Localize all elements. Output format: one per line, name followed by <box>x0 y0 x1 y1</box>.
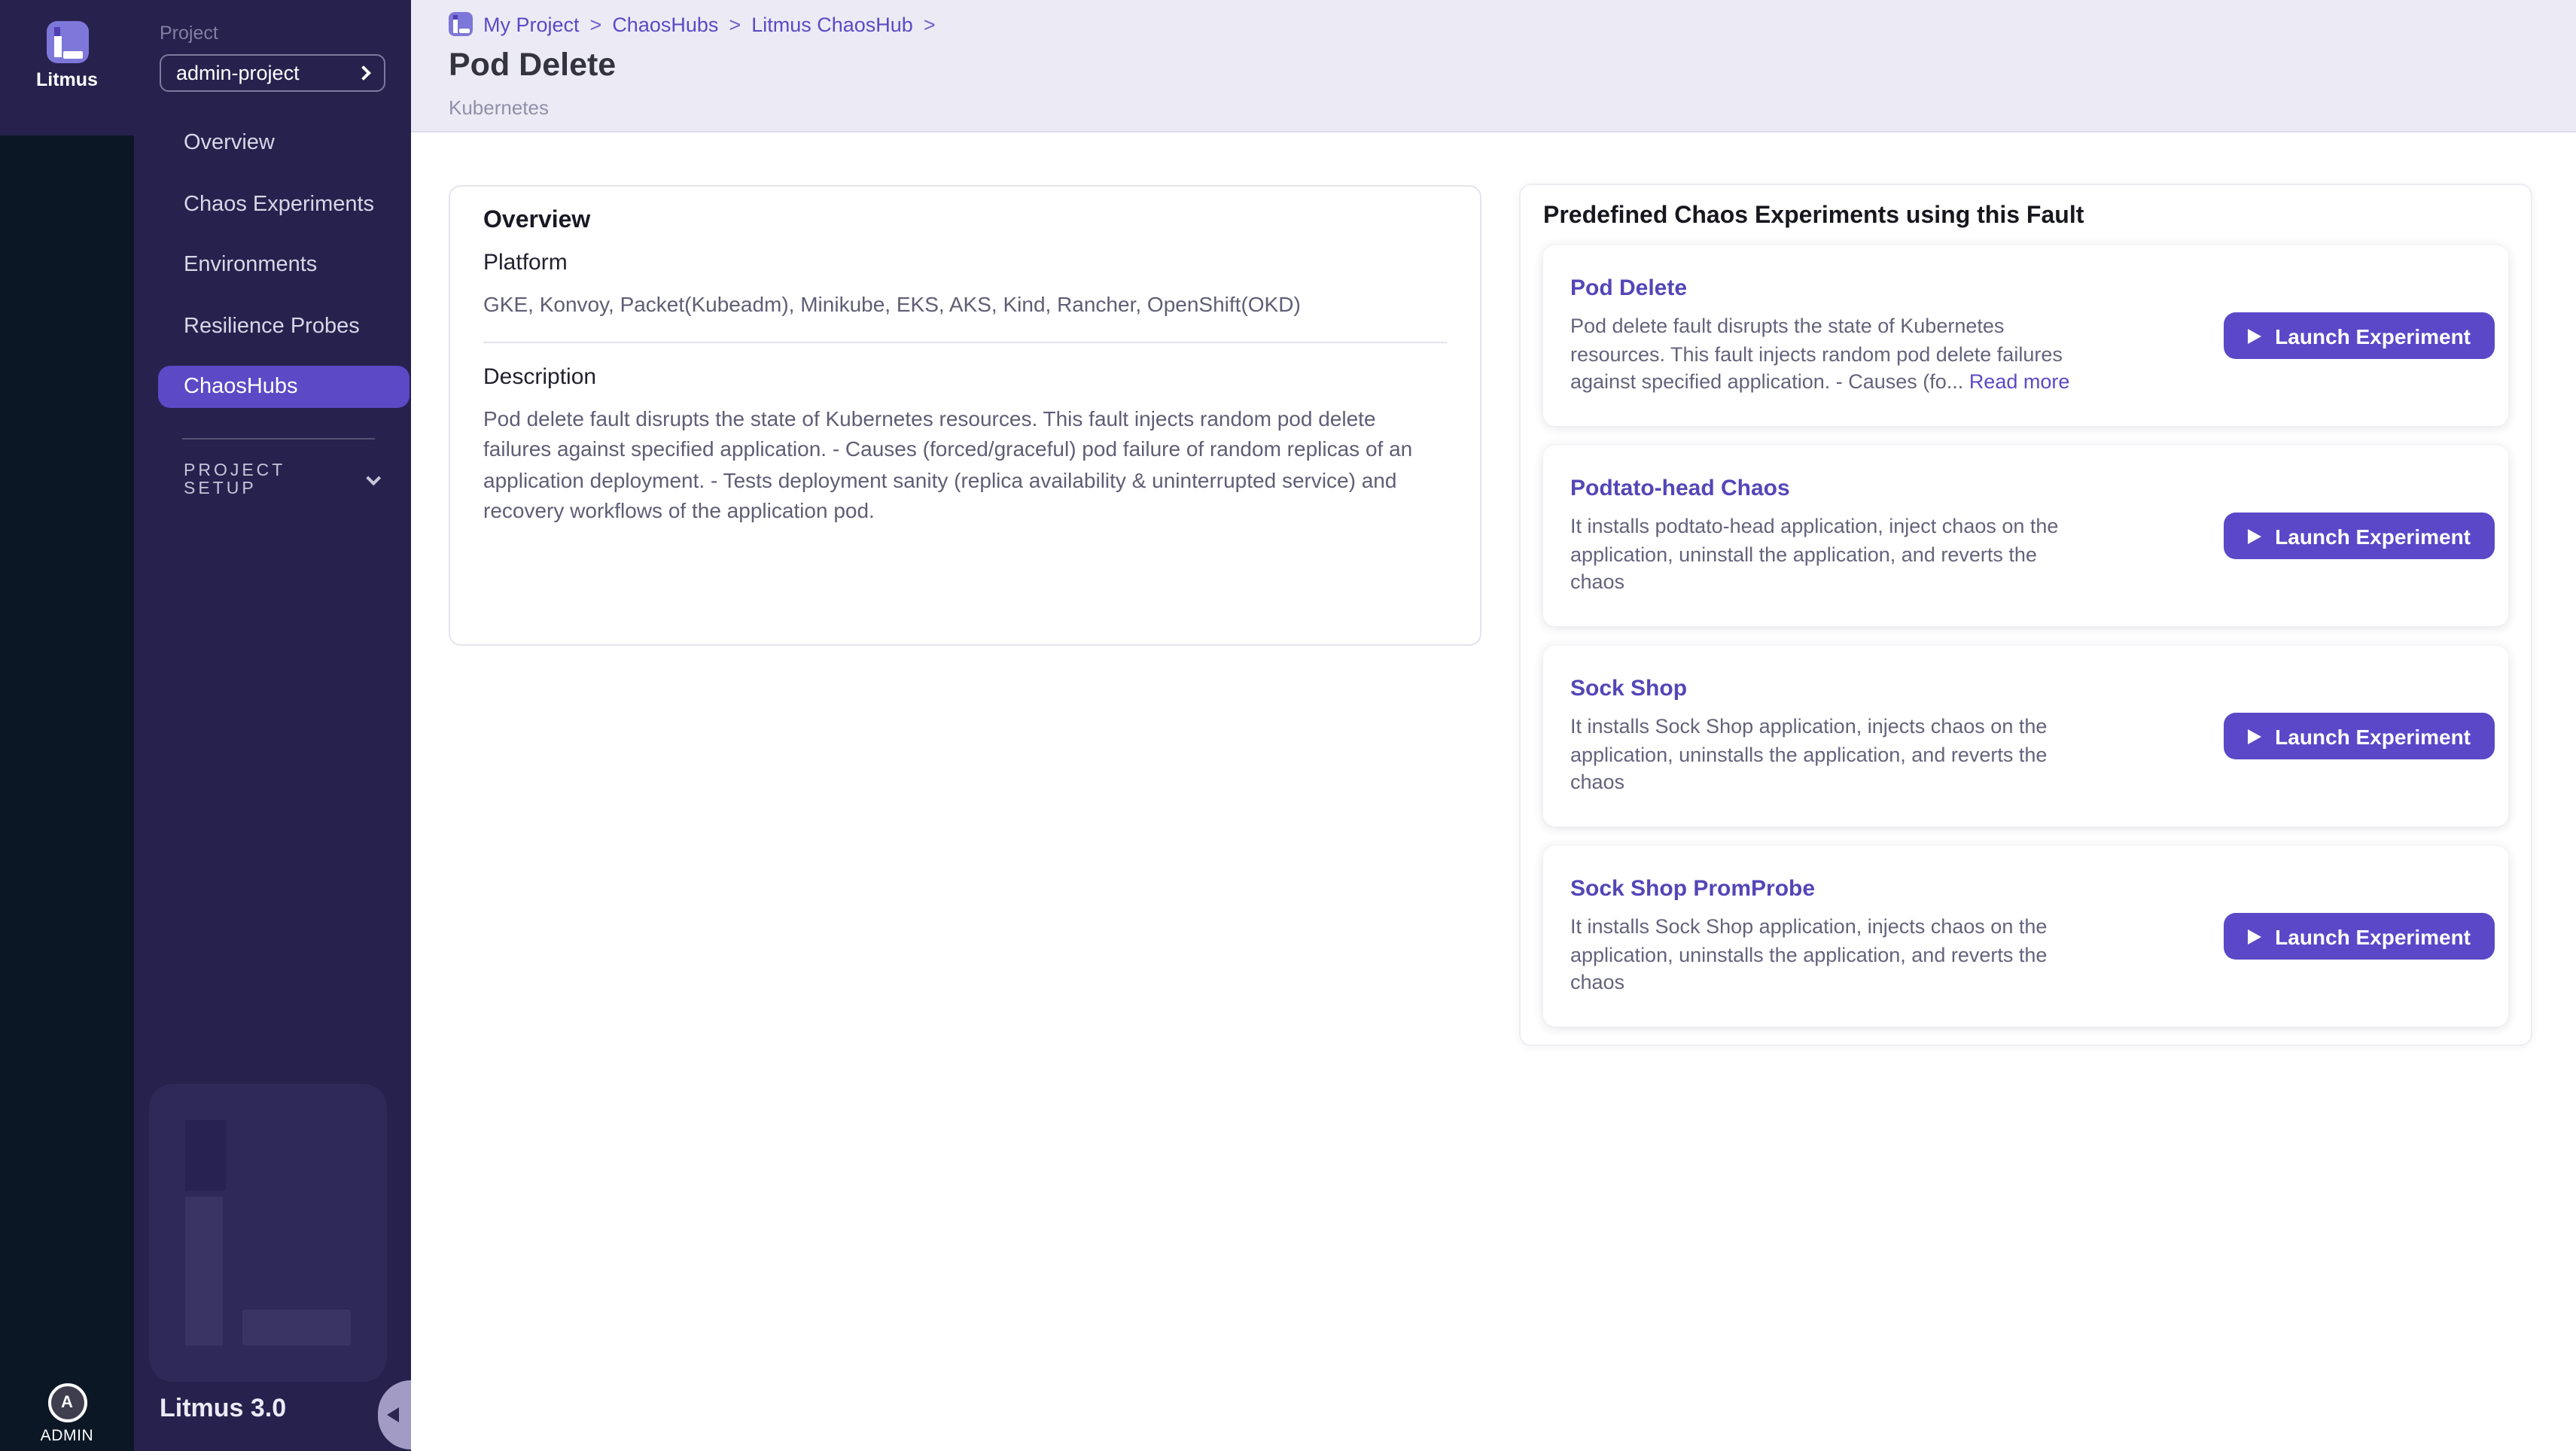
main-area <box>411 0 2576 1451</box>
read-more-link[interactable]: Read more <box>1969 370 2070 393</box>
brand-block <box>0 0 134 135</box>
breadcrumb-logo-icon <box>449 12 473 36</box>
sidebar-item-environments[interactable]: Environments <box>184 253 318 277</box>
chevron-left-icon <box>387 1407 399 1422</box>
page-subtitle: Kubernetes <box>449 96 549 119</box>
avatar[interactable]: A <box>47 1383 87 1422</box>
play-icon <box>2248 328 2261 343</box>
experiment-title-link[interactable]: Pod Delete <box>1570 275 1688 301</box>
project-setup-label: PROJECT SETUP <box>184 462 285 498</box>
launch-experiment-button[interactable]: Launch Experiment <box>2224 513 2495 559</box>
page-header <box>411 0 2576 132</box>
experiment-card-pod-delete <box>1543 245 2508 426</box>
litmus-logo-icon <box>46 21 88 63</box>
page-title: Pod Delete <box>449 47 617 83</box>
overview-divider <box>483 341 1447 342</box>
experiment-description: It installs podtato-head application, inject chaos on the application, uninstall the application, and reverts the chaos <box>1570 515 2059 593</box>
project-label: Project <box>160 23 218 44</box>
experiment-card-sock-shop-promprobe <box>1543 846 2508 1027</box>
chevron-right-icon <box>356 65 371 81</box>
experiment-title-link[interactable]: Podtato-head Chaos <box>1570 476 1790 501</box>
brand-label: Litmus <box>36 69 98 90</box>
breadcrumb-separator: > <box>729 13 741 35</box>
sidebar <box>134 0 411 1451</box>
launch-experiment-button[interactable]: Launch Experiment <box>2224 713 2495 759</box>
overview-card <box>449 185 1481 646</box>
description-label: Description <box>483 364 597 389</box>
experiment-description: It installs Sock Shop application, injects chaos on the application, uninstalls the application, and reverts the chaos <box>1570 715 2048 793</box>
litmus-logo-watermark <box>149 1084 387 1382</box>
sidebar-nav <box>134 122 411 427</box>
sidebar-divider <box>182 438 375 440</box>
breadcrumb-my-project[interactable]: My Project <box>483 13 580 35</box>
experiment-card-sock-shop <box>1543 646 2508 826</box>
breadcrumb-separator: > <box>589 13 602 35</box>
sidebar-item-resilience-probes[interactable]: Resilience Probes <box>184 314 360 338</box>
project-select-value: admin-project <box>176 62 300 84</box>
sidebar-item-chaos-experiments[interactable]: Chaos Experiments <box>184 192 375 216</box>
description-value: Pod delete fault disrupts the state of Kubernetes resources. This fault injects random pod delete failures against specified application. - Causes (forced/graceful) pod failure of random replicas of an application deployment. - Tests deployment sanity (replica availability & uninterrupted service) and recovery workflows of the application pod. <box>483 406 1413 522</box>
sidebar-item-chaoshubs[interactable]: ChaosHubs <box>158 366 410 408</box>
breadcrumb-separator: > <box>923 13 936 35</box>
play-icon <box>2248 528 2261 543</box>
project-setup-toggle[interactable] <box>184 462 379 498</box>
launch-experiment-button[interactable]: Launch Experiment <box>2224 913 2495 960</box>
launch-experiment-button[interactable]: Launch Experiment <box>2224 312 2495 359</box>
experiment-description: Pod delete fault disrupts the state of Kubernetes resources. This fault injects random pod delete failures against specified application. - Causes (fo... Read more <box>1570 315 2070 393</box>
predefined-experiments-panel <box>1519 184 2532 1046</box>
experiments-heading: Predefined Chaos Experiments using this Fault <box>1543 203 2084 229</box>
user-block <box>0 1383 134 1445</box>
breadcrumb-litmus-chaoshub[interactable]: Litmus ChaosHub <box>751 13 913 35</box>
sidebar-item-overview[interactable]: Overview <box>184 131 275 155</box>
user-name: ADMIN <box>40 1427 94 1445</box>
play-icon <box>2248 929 2261 944</box>
experiment-card-podtato-head <box>1543 446 2508 626</box>
left-rail <box>0 0 134 1451</box>
platform-label: Platform <box>483 250 568 275</box>
version-label: Litmus 3.0 <box>160 1394 287 1422</box>
project-select[interactable] <box>160 54 385 92</box>
play-icon <box>2248 729 2261 744</box>
overview-heading: Overview <box>483 208 591 233</box>
experiment-description: It installs Sock Shop application, injects chaos on the application, uninstalls the application, and reverts the chaos <box>1570 915 2048 993</box>
experiment-title-link[interactable]: Sock Shop <box>1570 676 1688 701</box>
breadcrumb <box>449 12 2576 36</box>
experiment-title-link[interactable]: Sock Shop PromProbe <box>1570 876 1816 902</box>
platform-value: GKE, Konvoy, Packet(Kubeadm), Minikube, EKS, AKS, Kind, Rancher, OpenShift(OKD) <box>483 292 1301 316</box>
chevron-down-icon <box>367 470 382 485</box>
breadcrumb-chaoshubs[interactable]: ChaosHubs <box>612 13 719 35</box>
